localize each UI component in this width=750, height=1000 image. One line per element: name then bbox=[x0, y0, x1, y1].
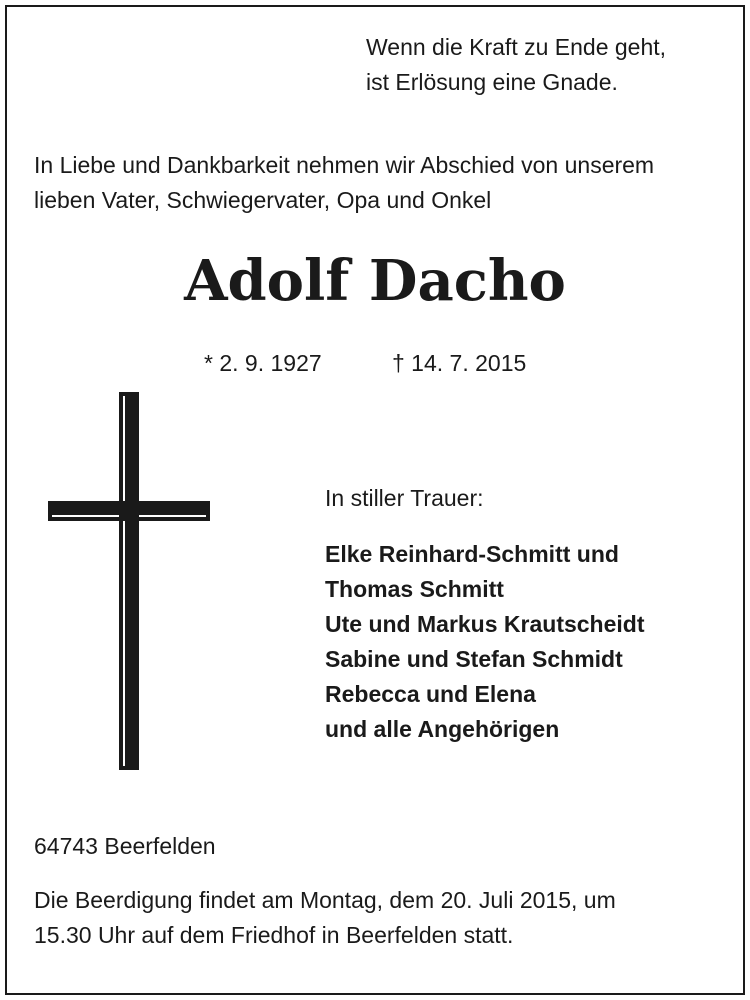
mourner-name: und alle Angehörigen bbox=[325, 716, 560, 742]
funeral-line: 15.30 Uhr auf dem Friedhof in Beerfelden statt. bbox=[34, 922, 514, 948]
mourner-name: Elke Reinhard-Schmitt und bbox=[325, 541, 619, 567]
intro-text bbox=[34, 148, 654, 218]
mourner-name: Rebecca und Elena bbox=[325, 681, 536, 707]
funeral-line: Die Beerdigung findet am Montag, dem 20. Juli 2015, um bbox=[34, 887, 616, 913]
mourner-name: Thomas Schmitt bbox=[325, 576, 504, 602]
mourners-list bbox=[325, 537, 645, 747]
place-line: 64743 Beerfelden bbox=[34, 833, 216, 859]
intro-line: lieben Vater, Schwiegervater, Opa und Onkel bbox=[34, 187, 492, 213]
motto-line: Wenn die Kraft zu Ende geht, bbox=[366, 34, 667, 60]
birth-date: * 2. 9. 1927 bbox=[204, 350, 322, 376]
motto-quote bbox=[366, 30, 666, 100]
funeral-notice bbox=[34, 883, 724, 953]
mourning-label: In stiller Trauer: bbox=[325, 485, 484, 511]
intro-line: In Liebe und Dankbarkeit nehmen wir Abschied von unserem bbox=[34, 152, 655, 178]
cross-icon bbox=[48, 392, 210, 772]
motto-line: ist Erlösung eine Gnade. bbox=[366, 69, 618, 95]
mourner-name: Sabine und Stefan Schmidt bbox=[325, 646, 623, 672]
death-date: † 14. 7. 2015 bbox=[392, 350, 527, 376]
mourner-name: Ute und Markus Krautscheidt bbox=[325, 611, 645, 637]
deceased-name: Adolf Dacho bbox=[184, 248, 566, 314]
